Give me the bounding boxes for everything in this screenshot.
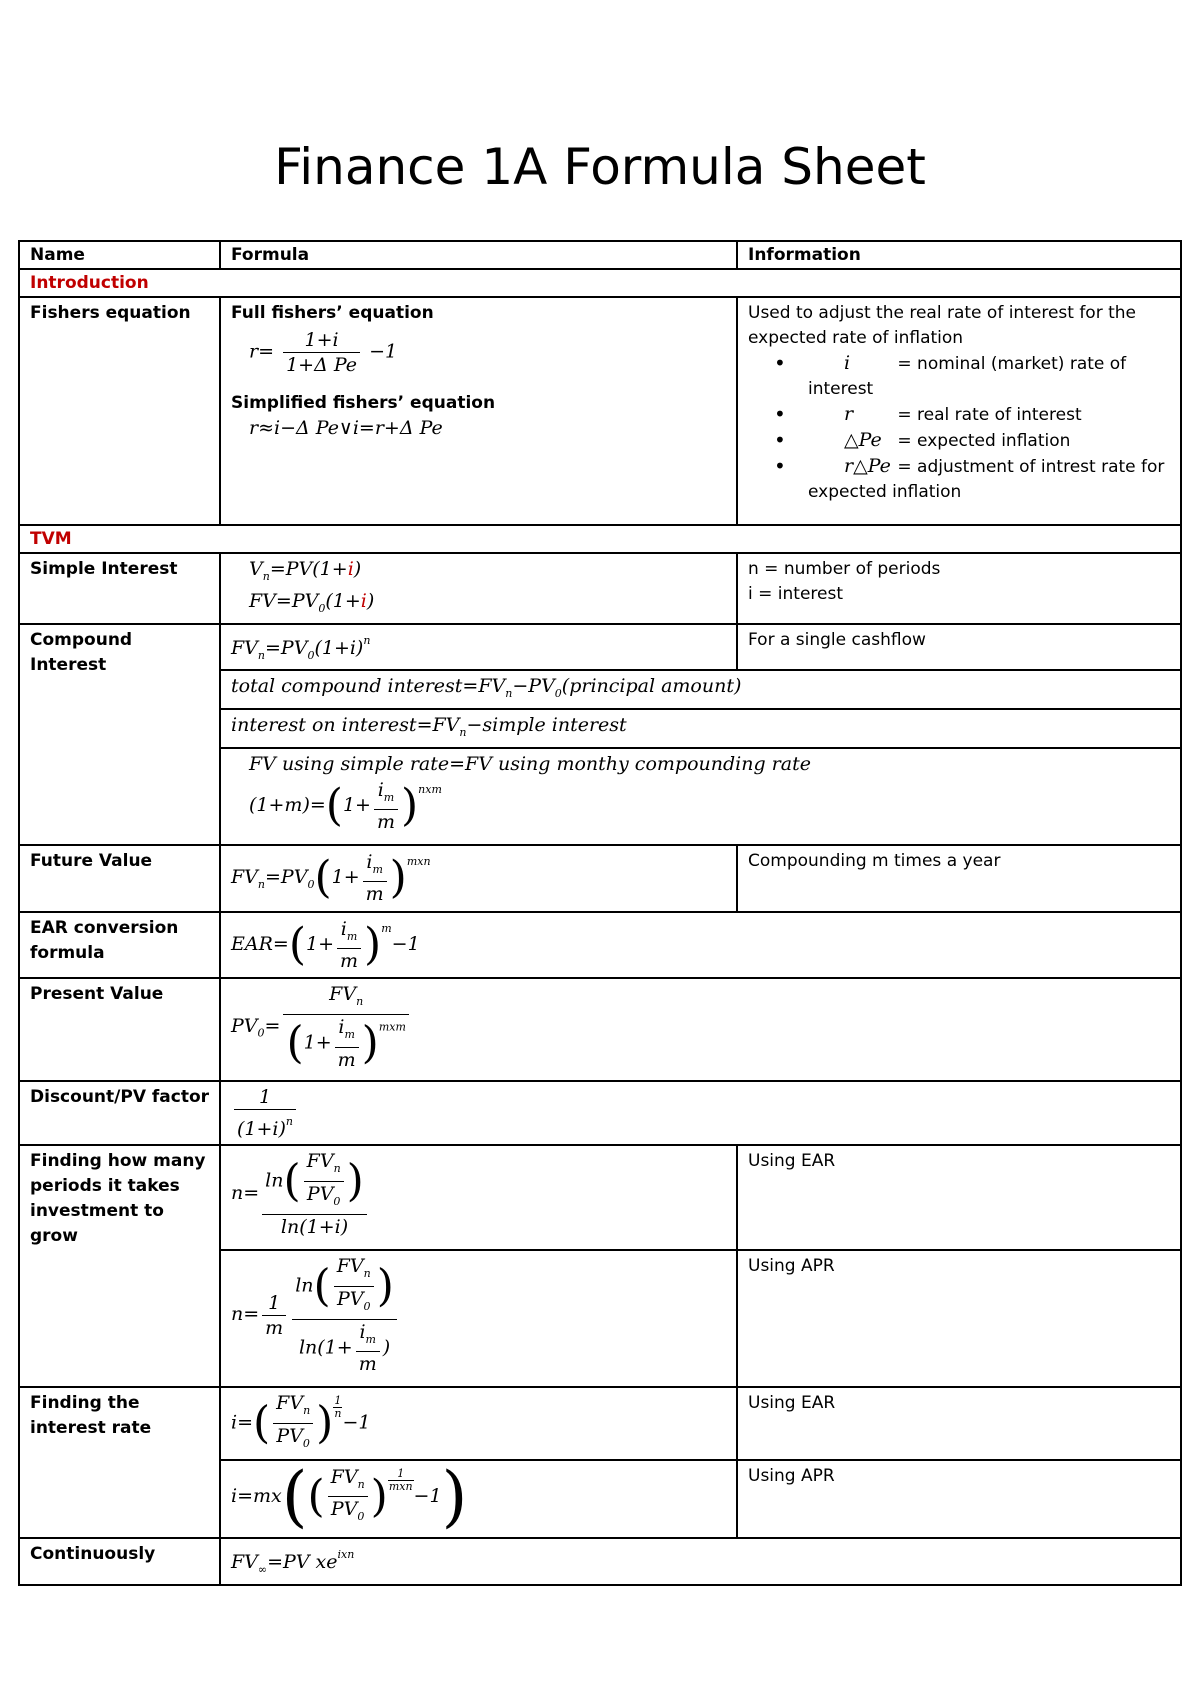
row-present-value bbox=[19, 978, 1181, 1081]
discount-numerator: 1 bbox=[234, 1085, 296, 1110]
im-over-m-fraction: $\frac{i_m}{m}$ bbox=[337, 917, 361, 974]
ear-formula: EAR=(1+ $\frac{i_m}{m}$ )$^m$−1 bbox=[220, 912, 1181, 978]
interest-rate-formula-ear: i=( $\frac{FV_n}{PV_0}$ ) $^{\frac{1}{n}}$ −1 bbox=[220, 1387, 737, 1460]
row-name-continuously: Continuously bbox=[19, 1538, 220, 1585]
periods-info-ear: Using EAR bbox=[737, 1145, 1181, 1250]
row-name-compound-interest: Compound Interest bbox=[19, 624, 220, 845]
simple-interest-formula-1: $V_n=PV(1+i)$ bbox=[249, 558, 362, 583]
fishers-info-item bbox=[778, 351, 1171, 402]
im-over-m-fraction: $\frac{i_m}{m}$ bbox=[374, 778, 398, 835]
row-name-discount: Discount/PV factor bbox=[19, 1081, 220, 1145]
row-name-ear: EAR conversion formula bbox=[19, 912, 220, 978]
header-formula: Formula bbox=[220, 241, 737, 269]
periods-formula-ear: n= ln( $\frac{FV_n}{PV_0}$ ) ln(1+i) bbox=[220, 1145, 737, 1250]
formula-cell-simple-interest bbox=[220, 553, 737, 624]
fishers-full-lhs: r= bbox=[249, 340, 275, 363]
compound-total-formula: total compound $interest=FV_n-PV_0(principal$ amount) bbox=[220, 670, 1181, 709]
row-continuously bbox=[19, 1538, 1181, 1585]
fishers-info-text: = adjustment of intrest rate for expected inflation bbox=[808, 457, 1165, 502]
periods-info-apr: Using APR bbox=[737, 1250, 1181, 1387]
header-row bbox=[19, 241, 1181, 269]
simple-interest-formula-2: $FV=PV_0(1+i)$ bbox=[249, 589, 375, 615]
compound-fv-simple-text: FV using simple rate=FV using monthy compounding rate bbox=[249, 752, 811, 775]
header-information: Information bbox=[737, 241, 1181, 269]
discount-fraction: $\frac{1}{(1+i)^n}$ bbox=[234, 1085, 296, 1141]
fishers-info-item bbox=[778, 402, 1171, 428]
fishers-info-text: = expected inflation bbox=[897, 431, 1071, 451]
fishers-info-item bbox=[778, 454, 1171, 505]
interest-rate-info-apr: Using APR bbox=[737, 1460, 1181, 1538]
periods-apr-fraction: ln( $\frac{FV_n}{PV_0}$ ) ln(1+ $\frac{i_m}{m}$ ) bbox=[292, 1254, 397, 1376]
section-label-tvm: TVM bbox=[19, 525, 1181, 553]
row-compound-interest bbox=[19, 624, 1181, 671]
simple-interest-info-2: i = interest bbox=[748, 584, 843, 604]
section-label-introduction: Introduction bbox=[19, 269, 1181, 297]
row-interest-rate-ear bbox=[19, 1387, 1181, 1460]
present-value-formula: $PV_0=$ $FV_n$ (1+ $\frac{i_m}{m}$ )$^{mxm}$ bbox=[220, 978, 1181, 1081]
compound-interest-on-interest-formula: interest on $interest=FV_n-simple$ interest bbox=[220, 709, 1181, 748]
fishers-info-symbol: r bbox=[844, 403, 854, 425]
compound-fv-simple-cell bbox=[220, 748, 1181, 845]
fishers-info-list bbox=[748, 351, 1171, 505]
info-cell-fishers bbox=[737, 297, 1181, 525]
row-name-simple-interest: Simple Interest bbox=[19, 553, 220, 624]
fishers-full-tail: −1 bbox=[369, 340, 398, 363]
row-periods-ear bbox=[19, 1145, 1181, 1250]
fishers-full-denominator: 1+Δ Pe bbox=[286, 354, 358, 376]
compound-info-1: For a single cashflow bbox=[737, 624, 1181, 671]
fishers-full-fraction bbox=[283, 328, 360, 377]
future-value-formula: $FV_n=PV_0(1+$ $\frac{i_m}{m}$ )$^{mxn}$ bbox=[220, 845, 737, 912]
row-name-interest-rate: Finding the interest rate bbox=[19, 1387, 220, 1538]
row-name-fishers: Fishers equation bbox=[19, 297, 220, 525]
fishers-full-formula bbox=[231, 328, 727, 377]
fishers-info-text: = real rate of interest bbox=[897, 405, 1082, 425]
periods-ear-fraction: ln( $\frac{FV_n}{PV_0}$ ) ln(1+i) bbox=[262, 1149, 367, 1239]
row-name-future-value: Future Value bbox=[19, 845, 220, 912]
page-title: Finance 1A Formula Sheet bbox=[274, 138, 926, 196]
row-future-value bbox=[19, 845, 1181, 912]
formula-cell-fishers bbox=[220, 297, 737, 525]
interest-rate-formula-apr: i=mx(( $\frac{FV_n}{PV_0}$ ) $^{\frac{1}{\text{mxn}}}$ −1) bbox=[220, 1460, 737, 1538]
fishers-info-symbol: i bbox=[844, 352, 851, 374]
discount-formula bbox=[220, 1081, 1181, 1145]
formula-table bbox=[18, 240, 1182, 1586]
fishers-simplified-formula: r≈i−Δ Pe∨i=r+Δ Pe bbox=[249, 417, 443, 439]
fishers-info-text: = nominal (market) rate of interest bbox=[808, 354, 1127, 399]
periods-formula-apr: n= $\frac{1}{m}$ ln( $\frac{FV_n}{PV_0}$ ) ln(1+ $\frac{i_m}{m}$ ) bbox=[220, 1250, 737, 1387]
row-name-periods: Finding how many periods it takes investment to grow bbox=[19, 1145, 220, 1387]
fishers-info-intro: Used to adjust the real rate of interest for the expected rate of inflation bbox=[748, 303, 1137, 348]
interest-rate-info-ear: Using EAR bbox=[737, 1387, 1181, 1460]
row-simple-interest bbox=[19, 553, 1181, 624]
present-value-fraction: $FV_n$ (1+ $\frac{i_m}{m}$ )$^{mxm}$ bbox=[283, 982, 408, 1072]
fishers-full-numerator: 1+i bbox=[283, 328, 360, 353]
header-name: Name bbox=[19, 241, 220, 269]
fishers-full-label: Full fishers’ equation bbox=[231, 303, 434, 323]
row-name-present-value: Present Value bbox=[19, 978, 220, 1081]
row-fishers-equation bbox=[19, 297, 1181, 525]
simple-interest-info-1: n = number of periods bbox=[748, 559, 941, 579]
one-over-m-fraction: $\frac{1}{m}$ bbox=[262, 1291, 286, 1340]
fishers-info-symbol: r△Pe bbox=[844, 455, 891, 477]
im-over-m-fraction: $\frac{i_m}{m}$ bbox=[363, 850, 387, 907]
compound-formula-1: $FV_n=PV_0(1+i)^n$ bbox=[220, 624, 737, 671]
fishers-info-symbol: △Pe bbox=[844, 429, 882, 451]
row-discount-factor bbox=[19, 1081, 1181, 1145]
section-row-tvm bbox=[19, 525, 1181, 553]
compound-fv-equation: (1+m)=(1+ $\frac{i_m}{m}$ )$^{nxm}$ bbox=[249, 778, 442, 834]
fishers-simplified-label: Simplified fishers’ equation bbox=[231, 393, 496, 413]
continuously-formula: $FV_\infty=PV$ $xe^{ixn}$ bbox=[220, 1538, 1181, 1585]
future-value-info: Compounding m times a year bbox=[737, 845, 1181, 912]
info-cell-simple-interest bbox=[737, 553, 1181, 624]
fishers-info-item bbox=[778, 428, 1171, 454]
row-ear-conversion bbox=[19, 912, 1181, 978]
section-row-introduction bbox=[19, 269, 1181, 297]
